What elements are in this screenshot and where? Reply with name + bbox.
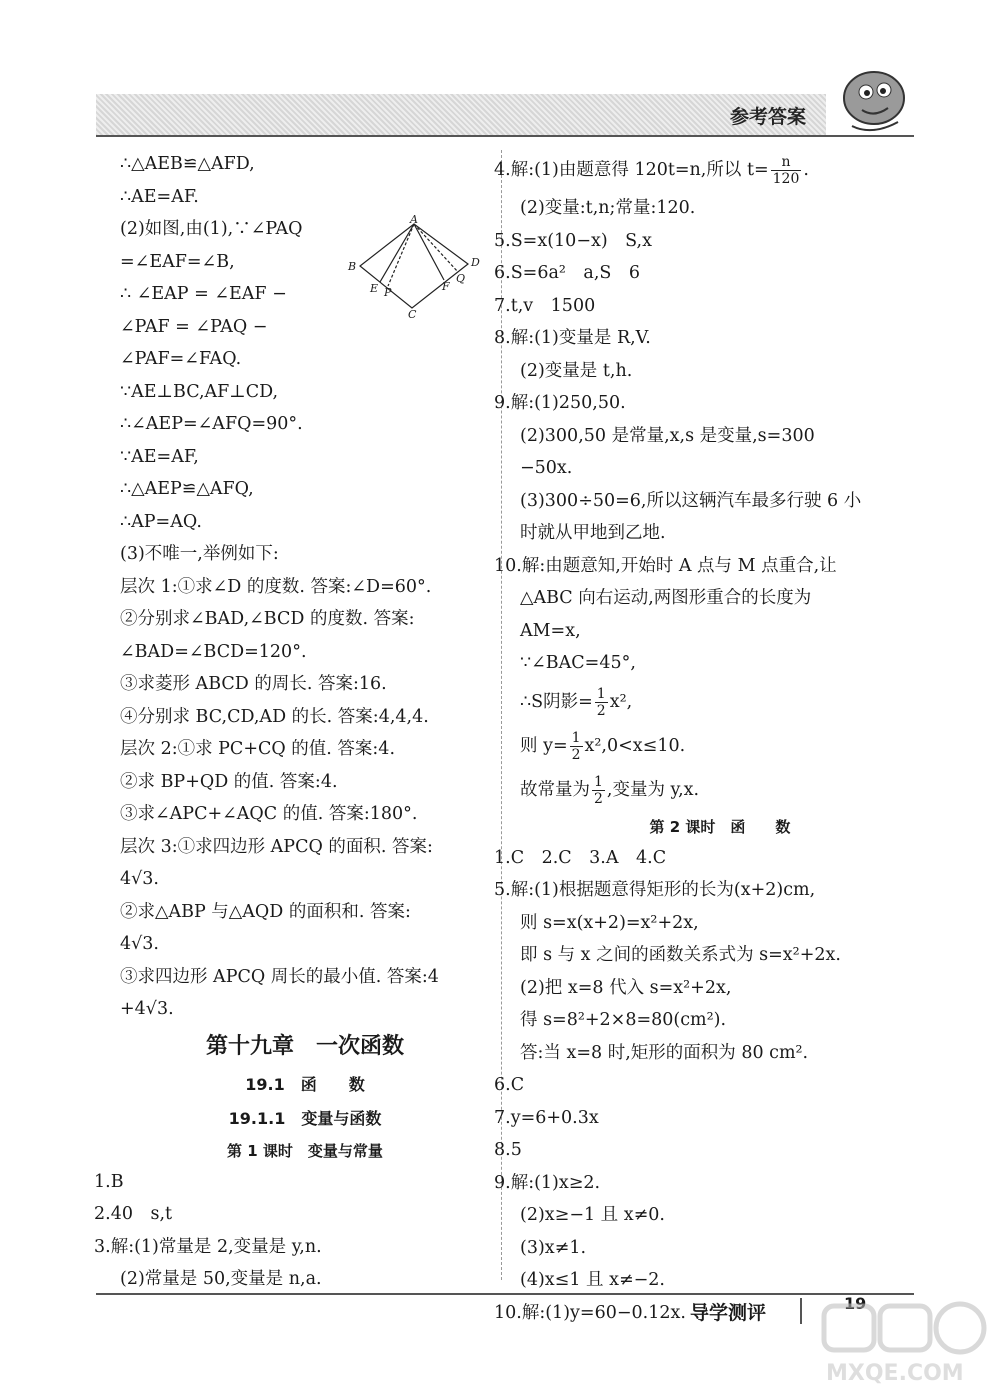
answer-line: (2)常量是 50,变量是 n,a. — [120, 1269, 322, 1289]
answer-line: 1.C 2.C 3.A 4.C — [494, 847, 667, 868]
answer-line: 6.S=6a² a,S 6 — [494, 263, 641, 283]
text-line: ②分别求∠BAD,∠BCD 的度数. 答案: — [120, 609, 415, 629]
text-line: ③求四边形 APCQ 周长的最小值. 答案:4 — [120, 966, 439, 987]
page-number: 19 — [844, 1294, 867, 1313]
text-line: ∠PAF = ∠PAQ − — [120, 316, 268, 337]
text-line: ∴AE=AF. — [120, 186, 199, 207]
fraction-n-over-120: $\frac{n}{120}$ — [772, 154, 800, 187]
text-line: ∠BAD=∠BCD=120°. — [120, 641, 307, 662]
lesson2-title: 第 2 课时 函 数 — [649, 817, 791, 836]
text-line: ∴△AEB≌△AFD, — [120, 154, 255, 174]
chapter-title: 第十九章 一次函数 — [205, 1033, 404, 1059]
text-line: ∵AE⊥BC,AF⊥CD, — [120, 381, 279, 402]
text-line: 4√3. — [120, 869, 159, 889]
label-P: P — [384, 286, 392, 299]
answer-line: 得 s=8²+2×8=80(cm²). — [520, 1010, 727, 1030]
footer-separator — [800, 1298, 802, 1324]
label-Q: Q — [456, 272, 466, 285]
answer-line: 8.5 — [494, 1140, 522, 1160]
footer-label: 导学测评 — [690, 1302, 767, 1324]
fraction-half: $\frac{1}{2}$ — [594, 773, 603, 807]
answer-line: ∴S阴影= $\frac{1}{2}$ x², — [520, 685, 633, 719]
text-line: =∠EAF=∠B, — [120, 251, 235, 272]
answer-line: 故常量为 $\frac{1}{2}$ ,变量为 y,x. — [520, 773, 700, 807]
answer-line: 即 s 与 x 之间的函数关系式为 s=x²+2x. — [520, 945, 841, 965]
text-line: ②求△ABP 与△AQD 的面积和. 答案: — [120, 901, 411, 922]
text-line: ∴∠AEP=∠AFQ=90°. — [120, 414, 303, 434]
text-line: ③求菱形 ABCD 的周长. 答案:16. — [120, 674, 387, 694]
answer-line: (2)变量:t,n;常量:120. — [520, 198, 696, 218]
answer-line: 5.S=x(10−x) S,x — [494, 230, 652, 251]
fraction-half: $\frac{1}{2}$ — [596, 685, 606, 719]
answer-line: (2)300,50 是常量,x,s 是变量,s=300 — [520, 425, 815, 446]
answer-line: (3)x≠1. — [520, 1237, 587, 1258]
answer-line: (2)把 x=8 代入 s=x²+2x, — [520, 977, 732, 998]
label-C: C — [408, 308, 417, 318]
label-B: B — [348, 260, 357, 273]
answer-line: 2.40 s,t — [94, 1204, 173, 1224]
answer-line: 7.y=6+0.3x — [494, 1107, 599, 1128]
fraction-half: $\frac{1}{2}$ — [571, 729, 581, 763]
answer-line: 时就从甲地到乙地. — [520, 523, 666, 543]
watermark-logo-icon — [820, 1300, 990, 1386]
text-line: (2)如图,由(1),∵∠PAQ — [120, 219, 303, 239]
answer-line: 3.解:(1)常量是 2,变量是 y,n. — [94, 1236, 322, 1257]
mascot-icon — [832, 60, 912, 138]
right-column — [494, 148, 920, 1329]
answer-line: 4.解:(1)由题意得 120t=n,所以 t= $\frac{n}{120}$ . — [494, 154, 809, 187]
rhombus-figure — [340, 214, 490, 318]
text-line: ∴△AEP≌△AFQ, — [120, 479, 254, 499]
label-A: A — [410, 214, 418, 226]
text-line: +4√3. — [120, 999, 174, 1019]
answer-line: AM=x, — [520, 620, 581, 641]
text-line: 层次 2:①求 PC+CQ 的值. 答案:4. — [120, 739, 396, 759]
text-line: ③求∠APC+∠AQC 的值. 答案:180°. — [120, 804, 418, 824]
text-line: 层次 1:①求∠D 的度数. 答案:∠D=60°. — [120, 576, 432, 597]
answer-line: (3)300÷50=6,所以这辆汽车最多行驶 6 小 — [520, 490, 862, 511]
text-line: ∵AE=AF, — [120, 446, 199, 467]
text-line: ∴AP=AQ. — [120, 511, 202, 532]
q4-text: 4.解:(1)由题意得 120t=n,所以 t= — [494, 160, 769, 180]
text-line: 层次 3:①求四边形 APCQ 的面积. 答案: — [120, 836, 433, 857]
answer-line: 8.解:(1)变量是 R,V. — [494, 328, 651, 348]
answer-line: (4)x≤1 且 x≠−2. — [520, 1270, 665, 1290]
text-line: ∴ ∠EAP = ∠EAF − — [120, 284, 287, 304]
answer-line: 9.解:(1)250,50. — [494, 393, 626, 413]
answer-line: 9.解:(1)x≥2. — [494, 1172, 601, 1193]
answer-line: 6.C — [494, 1075, 525, 1095]
left-column — [94, 148, 490, 1296]
label-D: D — [471, 256, 480, 269]
text-line: 4√3. — [120, 934, 159, 954]
answer-line: 1.B — [94, 1171, 124, 1192]
label-E: E — [370, 282, 379, 295]
text-line: (3)不唯一,举例如下: — [120, 544, 279, 564]
text-line: ②求 BP+QD 的值. 答案:4. — [120, 771, 338, 792]
answer-line: ∵∠BAC=45°, — [520, 653, 636, 673]
answer-line: 答:当 x=8 时,矩形的面积为 80 cm². — [520, 1042, 809, 1063]
answer-line: 7.t,v 1500 — [494, 295, 596, 316]
text-line: ∠PAF=∠FAQ. — [120, 349, 242, 369]
answer-line: (2)变量是 t,h. — [520, 360, 633, 381]
header-title: 参考答案 — [730, 106, 807, 128]
section-title: 19.1 函 数 — [245, 1074, 365, 1094]
answer-line: 10.解:(1)y=60−0.12x. — [494, 1302, 686, 1323]
label-F: F — [442, 280, 450, 293]
answer-line: (2)x≥−1 且 x≠0. — [520, 1205, 665, 1225]
subsection-title: 19.1.1 变量与函数 — [228, 1108, 382, 1128]
lesson1-title: 第 1 课时 变量与常量 — [227, 1141, 383, 1160]
answer-line: 则 s=x(x+2)=x²+2x, — [520, 912, 699, 933]
svg-text:MXQE.COM: MXQE.COM — [826, 1361, 964, 1386]
answer-line: 5.解:(1)根据题意得矩形的长为(x+2)cm, — [494, 880, 816, 900]
answer-line: 则 y= $\frac{1}{2}$ x²,0<x≤10. — [520, 729, 686, 763]
header-band — [96, 94, 826, 136]
text-line: ④分别求 BC,CD,AD 的长. 答案:4,4,4. — [120, 706, 429, 727]
answer-line: 10.解:由题意知,开始时 A 点与 M 点重合,让 — [494, 555, 837, 576]
answer-line: −50x. — [520, 458, 573, 478]
footer-rule — [96, 1293, 914, 1295]
header-rule — [96, 135, 914, 137]
answer-line: △ABC 向右运动,两图形重合的长度为 — [520, 588, 812, 608]
